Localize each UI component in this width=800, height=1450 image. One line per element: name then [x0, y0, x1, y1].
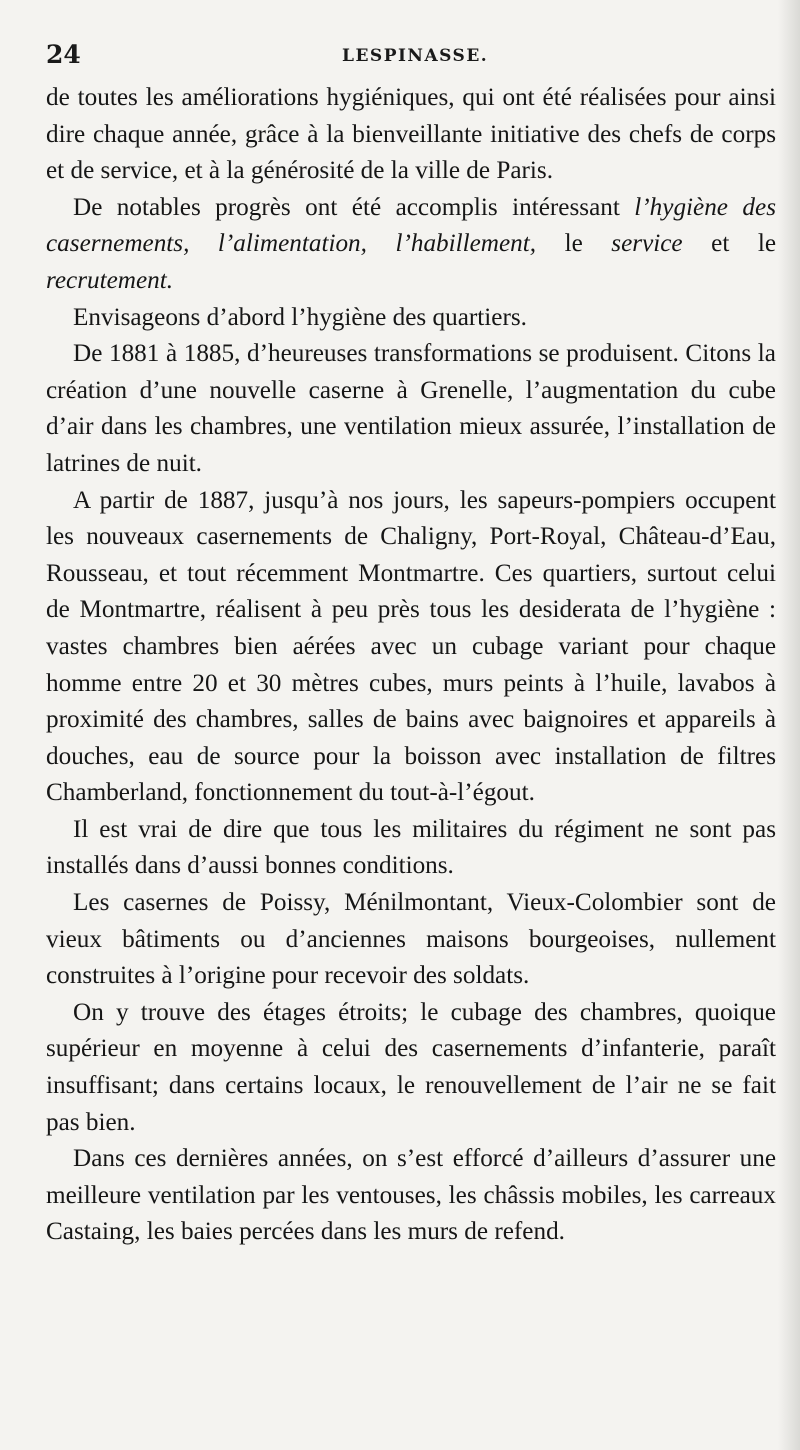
running-head: LESPINASSE.: [342, 46, 489, 66]
emphasis-hygiene-casernements: l’hygiène des casernements,: [46, 193, 776, 258]
paragraph-1: de toutes les améliorations hygiéniques, qui ont été réalisées pour ainsi dire chaque année, grâce à la bienveillante initiative des chefs de corps et de service, et à la générosité de la ville de Paris.: [46, 84, 776, 185]
paragraph-4: De 1881 à 1885, d’heureuses transformations se produisent. Citons la création d’une nouvelle caserne à Grenelle, l’augmentation du cube d’air dans les chambres, une ventilation mieux assurée, l’installation de latrines de nuit.: [46, 340, 776, 477]
page-number: 24: [46, 40, 81, 69]
paragraph-5: A partir de 1887, jusqu’à nos jours, les sapeurs-pompiers occupent les nouveaux casernements de Chaligny, Port-Royal, Château-d’Eau, Rousseau, et tout récemment Montmartre. Ces quartiers, surtout celui de Montmartre, réalisent à peu près tous les desiderata de l’hygiène : vastes chambres bien aérées avec un cubage variant pour chaque homme entre 20 et 30 mètres cubes, murs peints à l’huile, lavabos à proximité des chambres, salles de bains avec baignoires et appareils à douches, eau de source pour la boisson avec installation de filtres Chamberland, fonctionnement du tout-à-l’égout.: [46, 486, 776, 807]
page-edge-shadow: [778, 0, 800, 1450]
paragraph-6: Il est vrai de dire que tous les militaires du régiment ne sont pas installés dans d’aussi bonnes conditions.: [46, 815, 776, 880]
paragraph-7: Les casernes de Poissy, Ménilmontant, Vieux-Colombier sont de vieux bâtiments ou d’anciennes maisons bourgeoises, nullement construites à l’origine pour recevoir des soldats.: [46, 889, 776, 990]
paragraph-2-text: et le: [682, 230, 777, 258]
emphasis-alimentation: l’alimentation,: [217, 230, 367, 258]
emphasis-recrutement: recrutement.: [46, 266, 174, 294]
emphasis-service: service: [611, 230, 683, 258]
paragraph-2: [46, 190, 776, 300]
page-header: [46, 40, 770, 74]
paragraph-2-space: [189, 230, 218, 257]
paragraph-9: Dans ces dernières années, on s’est efforcé d’ailleurs d’assurer une meilleure ventilation par les ventouses, les châssis mobiles, les carreaux Castaing, les baies percées dans les murs de refend.: [46, 1145, 776, 1246]
paragraph-8: On y trouve des étages étroits; le cubage des chambres, quoique supérieur en moyenne à celui des casernements d’infanterie, paraît insuffisant; dans certains locaux, le renouvellement de l’air ne se fait pas bien.: [46, 998, 776, 1136]
paragraph-2-text: le: [536, 230, 612, 258]
emphasis-habillement: l’habillement,: [395, 230, 537, 258]
body-text: [46, 80, 776, 1251]
paragraph-3: Envisageons d’abord l’hygiène des quartiers.: [73, 303, 527, 331]
paragraph-2-text: De notables progrès ont été accomplis intéressant: [73, 193, 635, 221]
paragraph-2-space: [367, 230, 396, 257]
